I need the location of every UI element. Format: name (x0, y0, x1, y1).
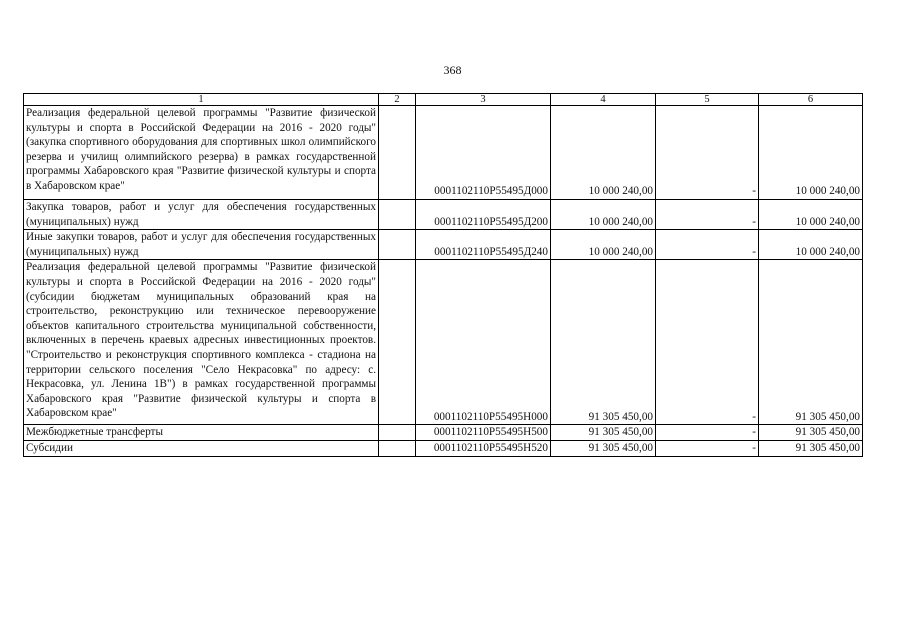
row-total: 10 000 240,00 (759, 200, 863, 230)
table-row (24, 200, 863, 230)
row-description: Закупка товаров, работ и услуг для обеспечения государственных (муниципальных) нужд (24, 200, 379, 230)
row-code: 0001102110P55495Д200 (416, 200, 551, 230)
table-row (24, 260, 863, 425)
row-col5: - (656, 106, 759, 200)
row-amount: 91 305 450,00 (551, 425, 656, 441)
table-header-row (24, 94, 863, 106)
row-col2 (379, 200, 416, 230)
table-row (24, 106, 863, 200)
row-amount: 91 305 450,00 (551, 260, 656, 425)
row-code: 0001102110P55495Н000 (416, 260, 551, 425)
column-header: 3 (416, 94, 551, 106)
row-col2 (379, 230, 416, 260)
column-header: 5 (656, 94, 759, 106)
row-description: Межбюджетные трансферты (24, 425, 379, 441)
row-total: 91 305 450,00 (759, 440, 863, 456)
column-header: 6 (759, 94, 863, 106)
row-col5: - (656, 230, 759, 260)
row-description: Иные закупки товаров, работ и услуг для обеспечения государственных (муниципальных) нужд (24, 230, 379, 260)
column-header: 2 (379, 94, 416, 106)
column-header: 4 (551, 94, 656, 106)
row-code: 0001102110P55495Н520 (416, 440, 551, 456)
row-code: 0001102110P55495Д240 (416, 230, 551, 260)
row-amount: 10 000 240,00 (551, 200, 656, 230)
budget-table (23, 93, 863, 457)
row-col2 (379, 425, 416, 441)
row-amount: 10 000 240,00 (551, 230, 656, 260)
page-number: 368 (443, 63, 462, 77)
row-col5: - (656, 200, 759, 230)
row-col5: - (656, 440, 759, 456)
row-total: 10 000 240,00 (759, 106, 863, 200)
column-header: 1 (24, 94, 379, 106)
row-total: 10 000 240,00 (759, 230, 863, 260)
table-row (24, 425, 863, 441)
row-total: 91 305 450,00 (759, 425, 863, 441)
row-amount: 91 305 450,00 (551, 440, 656, 456)
row-description: Реализация федеральной целевой программы "Развитие физической культуры и спорта в Российской Федерации на 2016 - 2020 годы" (субсидии бюджетам муниципальных образований края на строительство, реконструкцию или техническое перевооружение объектов капитального строительства муниципальной собственности, включенных в перечень краевых адресных инвестиционных проектов. "Строительство и реконструкция спортивного комплекса - стадиона на территории сельского поселения "Село Некрасовка" по адресу: с. Некрасовка, ул. Ленина 1В") в рамках государственной программы Хабаровского края "Развитие физической культуры и спорта в Хабаровском крае" (24, 260, 379, 425)
row-description: Реализация федеральной целевой программы "Развитие физической культуры и спорта в Российской Федерации на 2016 - 2020 годы" (закупка спортивного оборудования для спортивных школ олимпийского резерва и училищ олимпийского резерва) в рамках государственной программы Хабаровского края "Развитие физической культуры и спорта в Хабаровском крае" (24, 106, 379, 200)
row-code: 0001102110P55495Н500 (416, 425, 551, 441)
row-col5: - (656, 260, 759, 425)
row-total: 91 305 450,00 (759, 260, 863, 425)
row-col2 (379, 106, 416, 200)
row-col2 (379, 440, 416, 456)
row-description: Субсидии (24, 440, 379, 456)
row-amount: 10 000 240,00 (551, 106, 656, 200)
table-row (24, 230, 863, 260)
row-col5: - (656, 425, 759, 441)
table-row (24, 440, 863, 456)
row-col2 (379, 260, 416, 425)
row-code: 0001102110P55495Д000 (416, 106, 551, 200)
